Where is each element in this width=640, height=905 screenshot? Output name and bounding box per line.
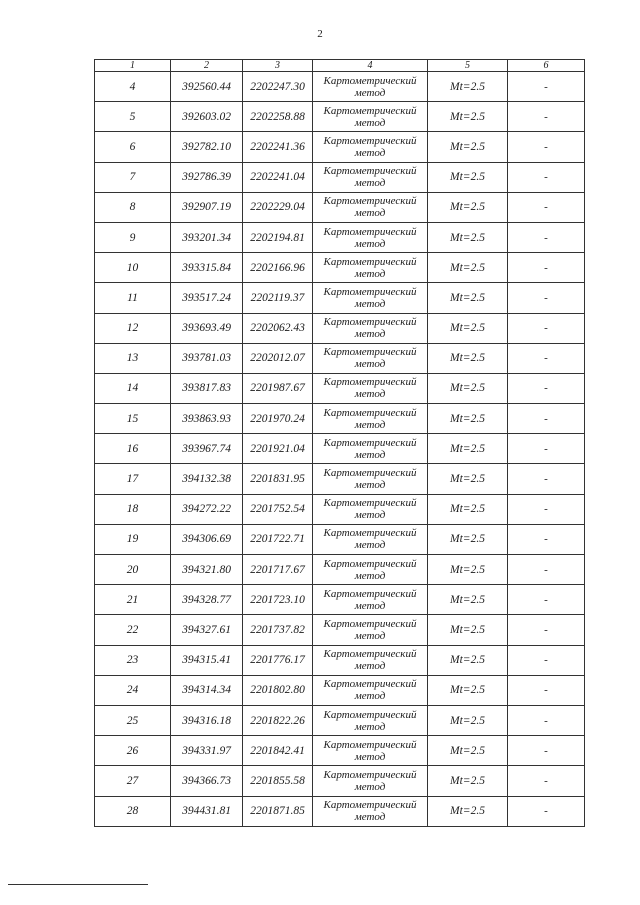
point-number-cell: 19 <box>95 524 171 554</box>
point-number-cell: 25 <box>95 705 171 735</box>
table-row <box>95 736 585 766</box>
accuracy-cell: Mt=2.5 <box>428 494 508 524</box>
note-cell: - <box>508 313 585 343</box>
table-row <box>95 102 585 132</box>
table-row <box>95 434 585 464</box>
note-cell: - <box>508 615 585 645</box>
accuracy-cell: Mt=2.5 <box>428 373 508 403</box>
point-number-cell: 26 <box>95 736 171 766</box>
table-row <box>95 645 585 675</box>
accuracy-cell: Mt=2.5 <box>428 615 508 645</box>
method-cell: Картометрический метод <box>313 132 428 162</box>
note-cell: - <box>508 524 585 554</box>
note-cell: - <box>508 464 585 494</box>
note-cell: - <box>508 705 585 735</box>
point-number-cell: 22 <box>95 615 171 645</box>
method-cell: Картометрический метод <box>313 766 428 796</box>
y-coordinate-cell: 2201752.54 <box>243 494 313 524</box>
point-number-cell: 11 <box>95 283 171 313</box>
method-cell: Картометрический метод <box>313 524 428 554</box>
accuracy-cell: Mt=2.5 <box>428 192 508 222</box>
method-cell: Картометрический метод <box>313 555 428 585</box>
x-coordinate-cell: 394366.73 <box>171 766 243 796</box>
method-cell: Картометрический метод <box>313 585 428 615</box>
accuracy-cell: Mt=2.5 <box>428 434 508 464</box>
point-number-cell: 20 <box>95 555 171 585</box>
note-cell: - <box>508 645 585 675</box>
table-row <box>95 675 585 705</box>
y-coordinate-cell: 2201737.82 <box>243 615 313 645</box>
table-row <box>95 524 585 554</box>
accuracy-cell: Mt=2.5 <box>428 736 508 766</box>
note-cell: - <box>508 404 585 434</box>
method-cell: Картометрический метод <box>313 162 428 192</box>
accuracy-cell: Mt=2.5 <box>428 524 508 554</box>
x-coordinate-cell: 392907.19 <box>171 192 243 222</box>
method-cell: Картометрический метод <box>313 675 428 705</box>
y-coordinate-cell: 2201855.58 <box>243 766 313 796</box>
y-coordinate-cell: 2201970.24 <box>243 404 313 434</box>
point-number-cell: 8 <box>95 192 171 222</box>
column-header-6: 6 <box>508 60 585 72</box>
point-number-cell: 15 <box>95 404 171 434</box>
coordinates-table <box>94 59 585 827</box>
note-cell: - <box>508 253 585 283</box>
column-header-3: 3 <box>243 60 313 72</box>
note-cell: - <box>508 585 585 615</box>
note-cell: - <box>508 222 585 252</box>
x-coordinate-cell: 393517.24 <box>171 283 243 313</box>
table-row <box>95 343 585 373</box>
x-coordinate-cell: 393693.49 <box>171 313 243 343</box>
column-header-1: 1 <box>95 60 171 72</box>
method-cell: Картометрический метод <box>313 373 428 403</box>
table-row <box>95 192 585 222</box>
table-row <box>95 796 585 826</box>
y-coordinate-cell: 2202012.07 <box>243 343 313 373</box>
accuracy-cell: Mt=2.5 <box>428 132 508 162</box>
note-cell: - <box>508 736 585 766</box>
point-number-cell: 6 <box>95 132 171 162</box>
y-coordinate-cell: 2202247.30 <box>243 72 313 102</box>
note-cell: - <box>508 494 585 524</box>
y-coordinate-cell: 2202062.43 <box>243 313 313 343</box>
x-coordinate-cell: 394331.97 <box>171 736 243 766</box>
x-coordinate-cell: 393967.74 <box>171 434 243 464</box>
table-row <box>95 585 585 615</box>
method-cell: Картометрический метод <box>313 102 428 132</box>
table-row <box>95 615 585 645</box>
y-coordinate-cell: 2201802.80 <box>243 675 313 705</box>
point-number-cell: 18 <box>95 494 171 524</box>
x-coordinate-cell: 394327.61 <box>171 615 243 645</box>
note-cell: - <box>508 132 585 162</box>
note-cell: - <box>508 102 585 132</box>
table-row <box>95 494 585 524</box>
x-coordinate-cell: 393781.03 <box>171 343 243 373</box>
method-cell: Картометрический метод <box>313 253 428 283</box>
x-coordinate-cell: 394321.80 <box>171 555 243 585</box>
method-cell: Картометрический метод <box>313 494 428 524</box>
method-cell: Картометрический метод <box>313 343 428 373</box>
table-row <box>95 464 585 494</box>
method-cell: Картометрический метод <box>313 313 428 343</box>
y-coordinate-cell: 2201871.85 <box>243 796 313 826</box>
method-cell: Картометрический метод <box>313 705 428 735</box>
point-number-cell: 28 <box>95 796 171 826</box>
y-coordinate-cell: 2202258.88 <box>243 102 313 132</box>
y-coordinate-cell: 2202194.81 <box>243 222 313 252</box>
note-cell: - <box>508 162 585 192</box>
y-coordinate-cell: 2201723.10 <box>243 585 313 615</box>
table-row <box>95 132 585 162</box>
x-coordinate-cell: 394431.81 <box>171 796 243 826</box>
method-cell: Картометрический метод <box>313 404 428 434</box>
column-header-4: 4 <box>313 60 428 72</box>
x-coordinate-cell: 394314.34 <box>171 675 243 705</box>
point-number-cell: 24 <box>95 675 171 705</box>
x-coordinate-cell: 392560.44 <box>171 72 243 102</box>
table-header-row <box>95 60 585 72</box>
x-coordinate-cell: 393315.84 <box>171 253 243 283</box>
accuracy-cell: Mt=2.5 <box>428 464 508 494</box>
x-coordinate-cell: 394272.22 <box>171 494 243 524</box>
point-number-cell: 7 <box>95 162 171 192</box>
point-number-cell: 12 <box>95 313 171 343</box>
x-coordinate-cell: 392603.02 <box>171 102 243 132</box>
point-number-cell: 13 <box>95 343 171 373</box>
y-coordinate-cell: 2202241.36 <box>243 132 313 162</box>
table-row <box>95 766 585 796</box>
method-cell: Картометрический метод <box>313 796 428 826</box>
x-coordinate-cell: 392786.39 <box>171 162 243 192</box>
y-coordinate-cell: 2201822.26 <box>243 705 313 735</box>
accuracy-cell: Mt=2.5 <box>428 343 508 373</box>
accuracy-cell: Mt=2.5 <box>428 675 508 705</box>
y-coordinate-cell: 2201722.71 <box>243 524 313 554</box>
column-header-2: 2 <box>171 60 243 72</box>
accuracy-cell: Mt=2.5 <box>428 766 508 796</box>
footnote-divider <box>8 884 148 885</box>
table-row <box>95 705 585 735</box>
column-header-5: 5 <box>428 60 508 72</box>
x-coordinate-cell: 393863.93 <box>171 404 243 434</box>
table-row <box>95 72 585 102</box>
table-row <box>95 555 585 585</box>
table-row <box>95 313 585 343</box>
method-cell: Картометрический метод <box>313 283 428 313</box>
x-coordinate-cell: 394132.38 <box>171 464 243 494</box>
accuracy-cell: Mt=2.5 <box>428 283 508 313</box>
point-number-cell: 21 <box>95 585 171 615</box>
y-coordinate-cell: 2201831.95 <box>243 464 313 494</box>
note-cell: - <box>508 434 585 464</box>
note-cell: - <box>508 796 585 826</box>
x-coordinate-cell: 394328.77 <box>171 585 243 615</box>
point-number-cell: 14 <box>95 373 171 403</box>
y-coordinate-cell: 2202119.37 <box>243 283 313 313</box>
y-coordinate-cell: 2201987.67 <box>243 373 313 403</box>
note-cell: - <box>508 373 585 403</box>
method-cell: Картометрический метод <box>313 72 428 102</box>
x-coordinate-cell: 393817.83 <box>171 373 243 403</box>
point-number-cell: 10 <box>95 253 171 283</box>
y-coordinate-cell: 2201921.04 <box>243 434 313 464</box>
point-number-cell: 23 <box>95 645 171 675</box>
table-row <box>95 162 585 192</box>
note-cell: - <box>508 72 585 102</box>
method-cell: Картометрический метод <box>313 222 428 252</box>
y-coordinate-cell: 2201776.17 <box>243 645 313 675</box>
method-cell: Картометрический метод <box>313 736 428 766</box>
method-cell: Картометрический метод <box>313 434 428 464</box>
accuracy-cell: Mt=2.5 <box>428 72 508 102</box>
table-row <box>95 222 585 252</box>
point-number-cell: 9 <box>95 222 171 252</box>
method-cell: Картометрический метод <box>313 645 428 675</box>
point-number-cell: 4 <box>95 72 171 102</box>
y-coordinate-cell: 2202166.96 <box>243 253 313 283</box>
table-row <box>95 404 585 434</box>
accuracy-cell: Mt=2.5 <box>428 555 508 585</box>
accuracy-cell: Mt=2.5 <box>428 313 508 343</box>
accuracy-cell: Mt=2.5 <box>428 585 508 615</box>
accuracy-cell: Mt=2.5 <box>428 796 508 826</box>
accuracy-cell: Mt=2.5 <box>428 253 508 283</box>
table-row <box>95 253 585 283</box>
y-coordinate-cell: 2201842.41 <box>243 736 313 766</box>
y-coordinate-cell: 2201717.67 <box>243 555 313 585</box>
point-number-cell: 5 <box>95 102 171 132</box>
method-cell: Картометрический метод <box>313 192 428 222</box>
method-cell: Картометрический метод <box>313 464 428 494</box>
note-cell: - <box>508 675 585 705</box>
point-number-cell: 16 <box>95 434 171 464</box>
note-cell: - <box>508 555 585 585</box>
point-number-cell: 17 <box>95 464 171 494</box>
accuracy-cell: Mt=2.5 <box>428 222 508 252</box>
x-coordinate-cell: 392782.10 <box>171 132 243 162</box>
note-cell: - <box>508 343 585 373</box>
page-number: 2 <box>317 28 323 40</box>
y-coordinate-cell: 2202241.04 <box>243 162 313 192</box>
table-row <box>95 373 585 403</box>
accuracy-cell: Mt=2.5 <box>428 645 508 675</box>
note-cell: - <box>508 766 585 796</box>
y-coordinate-cell: 2202229.04 <box>243 192 313 222</box>
accuracy-cell: Mt=2.5 <box>428 404 508 434</box>
note-cell: - <box>508 283 585 313</box>
x-coordinate-cell: 394306.69 <box>171 524 243 554</box>
x-coordinate-cell: 394315.41 <box>171 645 243 675</box>
table-row <box>95 283 585 313</box>
accuracy-cell: Mt=2.5 <box>428 162 508 192</box>
x-coordinate-cell: 394316.18 <box>171 705 243 735</box>
accuracy-cell: Mt=2.5 <box>428 705 508 735</box>
note-cell: - <box>508 192 585 222</box>
method-cell: Картометрический метод <box>313 615 428 645</box>
accuracy-cell: Mt=2.5 <box>428 102 508 132</box>
point-number-cell: 27 <box>95 766 171 796</box>
x-coordinate-cell: 393201.34 <box>171 222 243 252</box>
